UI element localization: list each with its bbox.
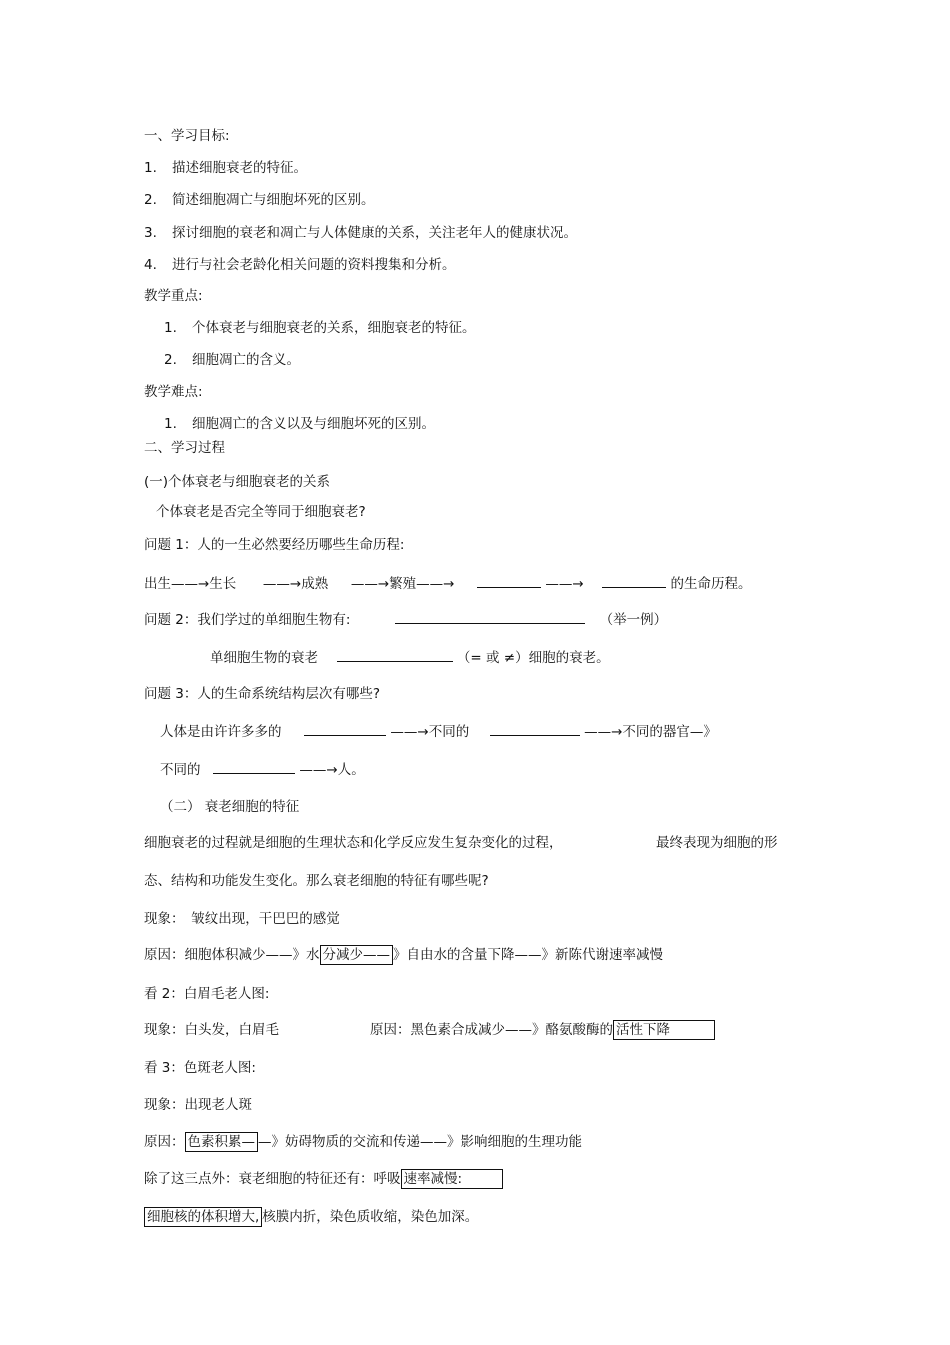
cause-text: 原因：	[144, 1134, 185, 1150]
subsection-1-question: 个体衰老是否完全等同于细胞衰老?	[156, 504, 366, 520]
goal-item	[144, 158, 307, 178]
key-point-number: 1.	[164, 320, 177, 336]
look-3-title: 看 3：色斑老人图:	[144, 1060, 256, 1076]
boxed-answer: 分减少——	[320, 945, 394, 965]
question-2-label: 问题 2：我们学过的单细胞生物有:	[144, 612, 351, 628]
cause-text: 》自由水的含量下降——》新陈代谢速率减慢	[393, 947, 663, 963]
fill-blank[interactable]	[602, 573, 666, 588]
boxed-answer: 活性下降	[613, 1020, 715, 1040]
question-3-line-1	[160, 721, 717, 742]
question-2-line-text: 单细胞生物的衰老	[210, 650, 318, 666]
section-2-title: 二、学习过程	[144, 440, 225, 456]
subsection-2-title: （二） 衰老细胞的特征	[160, 799, 300, 815]
question-2	[144, 609, 667, 630]
look-2-title: 看 2：白眉毛老人图:	[144, 986, 270, 1002]
goal-number: 4.	[144, 257, 157, 273]
goal-number: 3.	[144, 225, 157, 241]
subsection-1-title: (一)个体衰老与细胞衰老的关系	[144, 474, 331, 490]
extra-text: 除了这三点外：衰老细胞的特征还有：呼吸	[144, 1171, 401, 1187]
cause-text: 原因：黑色素合成减少——》酪氨酸酶的	[370, 1022, 613, 1038]
extra-text: 核膜内折，染色质收缩，染色加深。	[262, 1209, 479, 1225]
paragraph-line-end: 最终表现为细胞的形	[656, 835, 778, 851]
question-2-tail: （举一例）	[599, 612, 668, 628]
cause-3	[144, 1132, 582, 1152]
question-3-text: ——→不同的器官—》	[584, 724, 717, 740]
cause-text: 原因：细胞体积减少——》水	[144, 947, 320, 963]
life-course-part: ——→成熟	[262, 576, 329, 592]
fill-blank[interactable]	[213, 759, 295, 774]
key-point-number: 2.	[164, 352, 177, 368]
goal-number: 2.	[144, 192, 157, 208]
fill-blank[interactable]	[304, 721, 386, 736]
life-course-part: ——→繁殖——→	[350, 576, 455, 592]
fill-blank[interactable]	[490, 721, 580, 736]
question-3-text: 人体是由许许多多的	[160, 724, 282, 740]
key-point-text: 个体衰老与细胞衰老的关系，细胞衰老的特征。	[192, 320, 476, 336]
paragraph-text: 细胞衰老的过程就是细胞的生理状态和化学反应发生复杂变化的过程，	[144, 835, 563, 851]
section-1-title: 一、学习目标:	[144, 128, 230, 144]
paragraph-line: 态、结构和功能发生变化。那么衰老细胞的特征有哪些呢?	[144, 873, 489, 889]
boxed-answer: 速率减慢:	[401, 1169, 503, 1189]
phenomenon-3: 现象：出现老人斑	[144, 1097, 252, 1113]
goal-item	[144, 190, 375, 210]
difficult-point-text: 细胞凋亡的含义以及与细胞坏死的区别。	[192, 416, 435, 432]
difficult-point-item	[164, 414, 435, 434]
goal-number: 1.	[144, 160, 157, 176]
difficult-points-title: 教学难点:	[144, 384, 203, 400]
boxed-answer: 色素积累—	[185, 1132, 259, 1152]
key-point-item	[164, 350, 300, 370]
extra-features-line-2	[144, 1207, 478, 1227]
cause-1	[144, 945, 663, 965]
goal-text: 描述细胞衰老的特征。	[172, 160, 307, 176]
life-course-line	[144, 573, 752, 594]
fill-blank[interactable]	[337, 647, 453, 662]
difficult-point-number: 1.	[164, 416, 177, 432]
extra-features-line-1	[144, 1169, 503, 1189]
question-3: 问题 3：人的生命系统结构层次有哪些?	[144, 686, 381, 702]
goal-text: 简述细胞凋亡与细胞坏死的区别。	[172, 192, 375, 208]
phenomenon-2: 现象：白头发，白眉毛	[144, 1022, 279, 1038]
question-3-text: ——→人。	[299, 762, 365, 778]
question-2-line	[210, 647, 610, 668]
boxed-answer: 细胞核的体积增大,	[144, 1207, 262, 1227]
question-2-line-text: （= 或 ≠）细胞的衰老。	[456, 650, 610, 666]
life-course-part: 的生命历程。	[670, 576, 752, 592]
cause-text: —》妨碍物质的交流和传递——》影响细胞的生理功能	[258, 1134, 582, 1150]
phenomenon-1: 现象： 皱纹出现，干巴巴的感觉	[144, 911, 340, 927]
life-course-part: ——→	[545, 576, 584, 592]
fill-blank[interactable]	[477, 573, 541, 588]
goal-text: 探讨细胞的衰老和凋亡与人体健康的关系，关注老年人的健康状况。	[172, 225, 577, 241]
paragraph-line	[144, 833, 563, 853]
life-course-part: 出生——→生长	[144, 576, 237, 592]
question-3-line-2	[160, 759, 365, 780]
fill-blank[interactable]	[395, 609, 585, 624]
key-point-text: 细胞凋亡的含义。	[192, 352, 300, 368]
goal-text: 进行与社会老龄化相关问题的资料搜集和分析。	[172, 257, 456, 273]
question-3-text: 不同的	[160, 762, 201, 778]
question-1: 问题 1：人的一生必然要经历哪些生命历程:	[144, 537, 405, 553]
goal-item	[144, 223, 577, 243]
question-3-text: ——→不同的	[390, 724, 470, 740]
cause-2	[370, 1020, 715, 1040]
goal-item	[144, 255, 456, 275]
key-points-title: 教学重点:	[144, 288, 203, 304]
key-point-item	[164, 318, 476, 338]
